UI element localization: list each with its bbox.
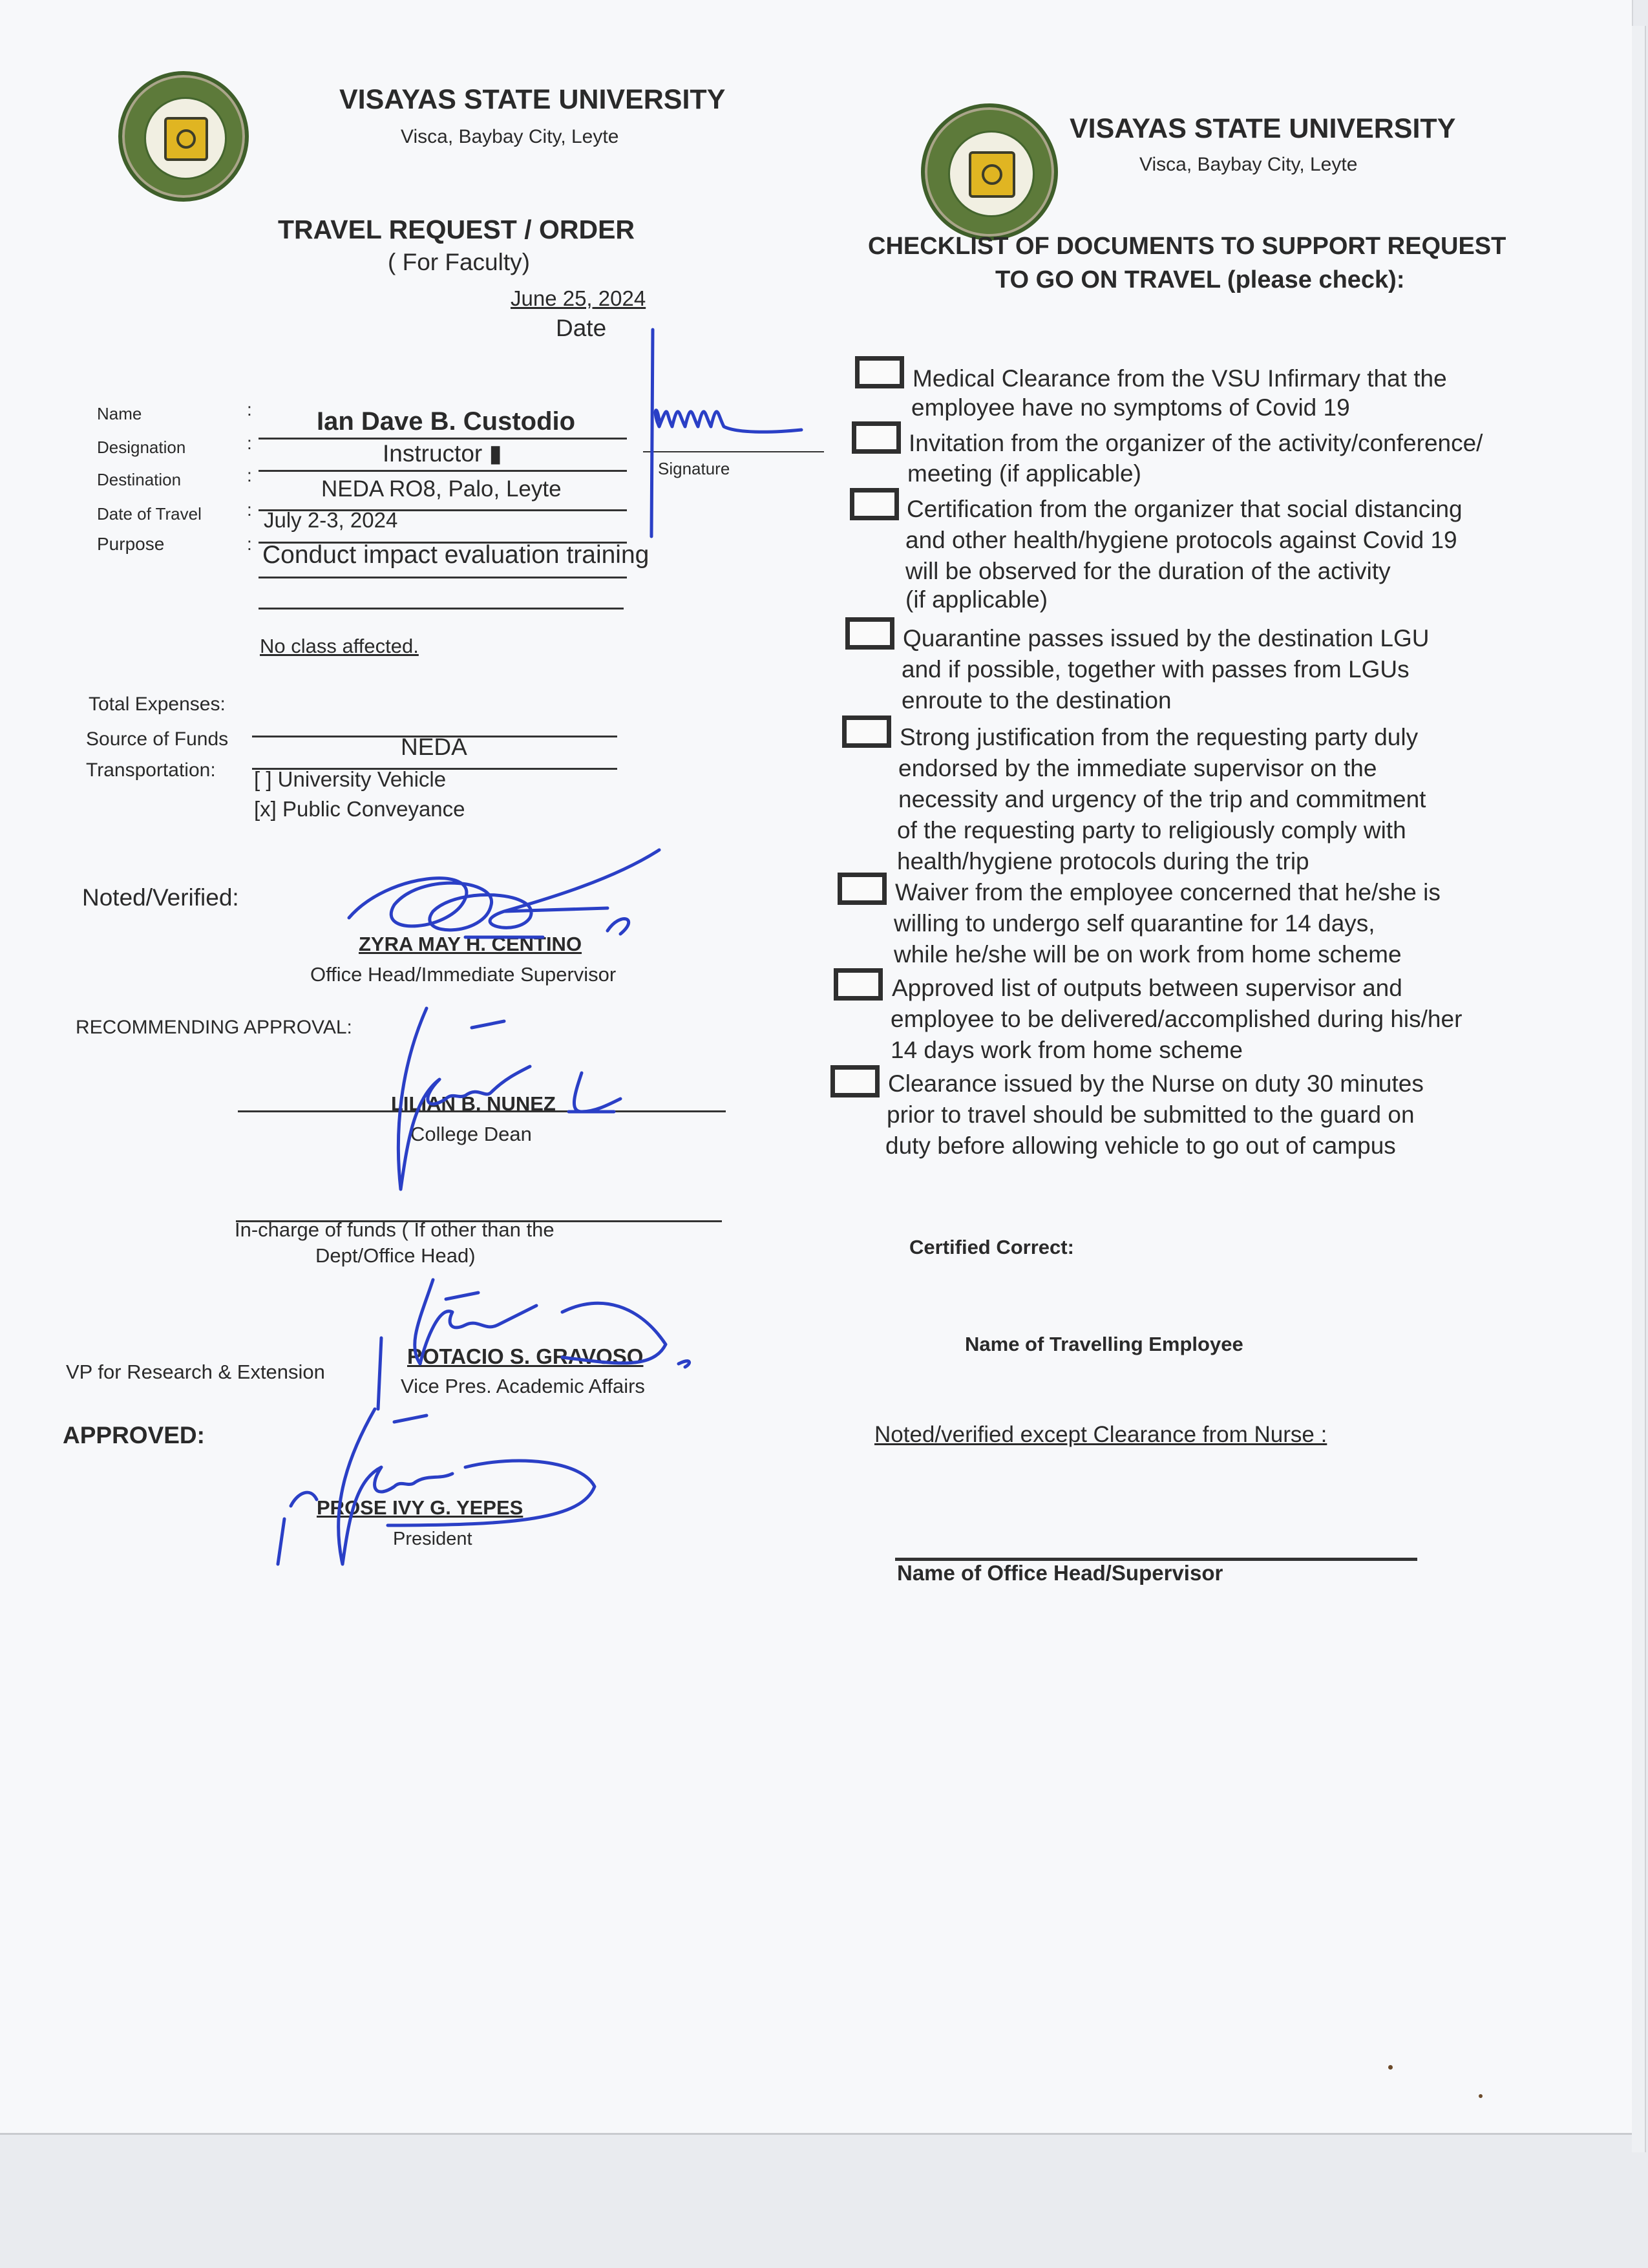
supervisor-signature [336, 840, 698, 970]
checklist-item-line: Invitation from the organizer of the activity/conference/ [909, 430, 1483, 456]
checklist-item-line: while he/she will be on work from home scheme [894, 941, 1402, 968]
field-label-designation: Designation [97, 438, 186, 457]
checkbox-icon[interactable] [838, 873, 887, 905]
dean-title: College Dean [410, 1123, 532, 1145]
dean-signature [375, 1002, 646, 1196]
checkbox-icon[interactable] [852, 421, 901, 454]
checklist-item-line: meeting (if applicable) [907, 460, 1141, 487]
noted-except-nurse-label: Noted/verified except Clearance from Nurse : [874, 1422, 1327, 1447]
traveller-signature [640, 323, 834, 582]
checkbox-icon[interactable] [845, 617, 894, 650]
noted-verified-label: Noted/Verified: [82, 884, 239, 911]
form-title: TRAVEL REQUEST / ORDER [278, 215, 635, 244]
university-seal-icon [921, 103, 1058, 240]
field-colon: : [247, 433, 252, 453]
checkbox-icon[interactable] [842, 715, 891, 748]
field-value-date-of-travel: July 2-3, 2024 [264, 508, 398, 532]
checklist-item-line: Approved list of outputs between supervisor and [892, 975, 1402, 1001]
checklist-title-line-2: TO GO ON TRAVEL (please check): [995, 266, 1405, 293]
field-label-purpose: Purpose [97, 534, 165, 554]
checkbox-icon[interactable] [834, 968, 883, 1001]
no-class-note: No class affected. [260, 635, 419, 657]
checklist-item-line: 14 days work from home scheme [891, 1037, 1243, 1063]
checklist-item-line: of the requesting party to religiously comply with [897, 817, 1406, 843]
field-label-destination: Destination [97, 470, 182, 489]
page-edge [1632, 26, 1646, 2152]
checklist-item-line: health/hygiene protocols during the trip [897, 848, 1309, 874]
scan-speck [1388, 2065, 1393, 2070]
field-line [259, 577, 627, 578]
checklist-item-line: employee to be delivered/accomplished during his/her [891, 1006, 1463, 1032]
office-head-label: Name of Office Head/Supervisor [897, 1561, 1223, 1585]
university-name: VISAYAS STATE UNIVERSITY [339, 84, 726, 115]
field-colon: : [247, 399, 252, 419]
checklist-item-line: and other health/hygiene protocols against Covid 19 [905, 527, 1457, 553]
checklist-item-line: necessity and urgency of the trip and commitment [898, 786, 1426, 812]
field-label-date-of-travel: Date of Travel [97, 504, 202, 524]
checklist-item-line: Strong justification from the requesting party duly [900, 724, 1419, 750]
transportation-label: Transportation: [86, 759, 216, 781]
form-subtitle: ( For Faculty) [388, 249, 530, 275]
president-name: PROSE IVY G. YEPES [317, 1496, 523, 1519]
university-seal-icon [118, 71, 249, 202]
checklist-title-line-1: CHECKLIST OF DOCUMENTS TO SUPPORT REQUEST [868, 233, 1506, 260]
signature-label: Signature [658, 459, 730, 478]
recommending-approval-label: RECOMMENDING APPROVAL: [76, 1017, 352, 1038]
transport-option-public-conveyance: [x] Public Conveyance [254, 797, 465, 821]
approved-label: APPROVED: [63, 1422, 205, 1448]
transport-option-university-vehicle: [ ] University Vehicle [254, 767, 447, 791]
field-value-name: Ian Dave B. Custodio [317, 407, 576, 436]
checklist-item-line: (if applicable) [905, 586, 1048, 613]
checkbox-icon[interactable] [830, 1065, 880, 1097]
field-colon: : [247, 465, 252, 485]
vp-title: Vice Pres. Academic Affairs [401, 1375, 645, 1397]
supervisor-name: ZYRA MAY H. CENTINO [359, 933, 582, 955]
checklist-item-line: prior to travel should be submitted to the guard on [887, 1101, 1415, 1128]
field-line [259, 608, 624, 609]
checklist-item-line: Medical Clearance from the VSU Infirmary that the [913, 365, 1447, 392]
checklist-item-line: Certification from the organizer that social distancing [907, 496, 1463, 522]
scan-speck [1479, 2094, 1483, 2098]
field-value-destination: NEDA RO8, Palo, Leyte [321, 476, 562, 502]
travelling-employee-label: Name of Travelling Employee [965, 1333, 1243, 1355]
field-line [259, 470, 627, 472]
checklist-item-line: duty before allowing vehicle to go out of campus [885, 1132, 1396, 1159]
source-of-funds-label: Source of Funds [86, 728, 229, 750]
dean-name: LILIAN B. NUNEZ [391, 1092, 556, 1115]
checklist-item-line: enroute to the destination [902, 687, 1172, 714]
checklist-item-line: Waiver from the employee concerned that he/she is [895, 879, 1441, 906]
checkbox-icon[interactable] [855, 356, 904, 388]
source-of-funds-value: NEDA [401, 734, 467, 760]
certified-correct-label: Certified Correct: [909, 1236, 1074, 1258]
checklist-item-line: Clearance issued by the Nurse on duty 30 minutes [888, 1070, 1424, 1097]
checklist-item-line: willing to undergo self quarantine for 14 days, [894, 910, 1375, 937]
field-colon: : [247, 500, 252, 520]
field-value-purpose: Conduct impact evaluation training [262, 541, 650, 569]
checklist-item-line: and if possible, together with passes from LGUs [902, 656, 1410, 683]
university-address: Visca, Baybay City, Leyte [401, 126, 619, 147]
checkbox-icon[interactable] [850, 488, 899, 520]
checklist-item-line: endorsed by the immediate supervisor on the [898, 755, 1377, 781]
in-charge-funds-label-2: Dept/Office Head) [315, 1244, 476, 1267]
date-label: Date [556, 315, 607, 341]
president-title: President [393, 1529, 472, 1549]
checklist-university-address: Visca, Baybay City, Leyte [1139, 154, 1358, 175]
request-date: June 25, 2024 [511, 286, 646, 310]
field-colon: : [247, 534, 252, 554]
checklist-item-line: Quarantine passes issued by the destination LGU [903, 625, 1430, 652]
field-label-name: Name [97, 404, 142, 423]
checklist-item-line: employee have no symptoms of Covid 19 [911, 394, 1350, 421]
supervisor-title: Office Head/Immediate Supervisor [310, 963, 617, 986]
checklist-university-name: VISAYAS STATE UNIVERSITY [1070, 113, 1456, 144]
total-expenses-label: Total Expenses: [89, 694, 226, 715]
field-value-designation: Instructor ▮ [383, 440, 502, 467]
vp-name: ROTACIO S. GRAVOSO [407, 1344, 644, 1368]
checklist-item-line: will be observed for the duration of the activity [905, 558, 1391, 584]
in-charge-funds-label-1: In-charge of funds ( If other than the [235, 1218, 555, 1241]
vp-research-label: VP for Research & Extension [66, 1361, 325, 1383]
president-signature [271, 1390, 633, 1571]
